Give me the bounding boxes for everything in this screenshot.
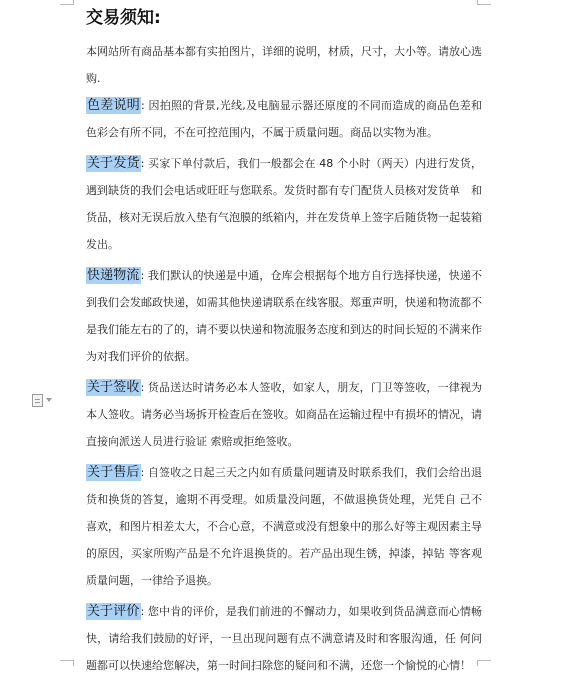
section-logistics: [86, 262, 482, 370]
crop-mark: [477, 0, 478, 5]
crop-mark: [73, 0, 74, 5]
document-icon: [32, 394, 43, 407]
section-heading: 关于评价: [87, 604, 140, 619]
section-after-sales: [86, 459, 482, 594]
chevron-down-icon: [46, 398, 52, 402]
section-text: : 因拍照的背景,光线,及电脑显示器还原度的不同而造成的商品色差和色彩会有所不同，不在可控范围内，不属于质量问题。商品以实物为准。: [86, 99, 482, 139]
document-body[interactable]: [86, 6, 482, 683]
section-heading: 关于签收: [87, 380, 140, 395]
section-text: : 货品送达时请务必本人签收，如家人，朋友，门卫等签收，一律视为本人签收。请务必当场拆开检查后在签收。如商品在运输过程中有损坏的情况，请直接向派送人员进行验证 索赔或拒绝签收。: [86, 381, 482, 448]
section-text: : 买家下单付款后，我们一般都会在 48 个小时（两天）内进行发货，遇到缺货的我们会电话或旺旺与您联系。发货时都有专门配货人员核对发货单 和货品，核对无误后放入垫有气泡膜的纸箱内，并在发货单上签字后随货物一起装箱发出。: [86, 157, 482, 251]
document-options-icon[interactable]: [32, 392, 62, 408]
section-reviews: [86, 598, 482, 679]
section-shipping: [86, 150, 482, 258]
crop-mark: [73, 660, 74, 666]
document-title: 交易须知:: [86, 8, 161, 28]
section-heading: 关于售后: [87, 465, 140, 480]
section-heading: 色差说明: [87, 98, 141, 113]
section-heading: 快递物流: [87, 268, 140, 283]
section-color-difference: [86, 92, 482, 146]
crop-mark: [60, 660, 74, 661]
section-text: : 我们默认的快递是中通，仓库会根据每个地方自行选择快递，快递不到我们会发邮政快递，如需其他快递请联系在线客服。郑重声明，快递和物流都不是我们能左右的了的，请不要以快递和物流服务态度和到达的时间长短的不满来作为对我们评价的依据。: [86, 269, 482, 363]
crop-mark: [60, 4, 74, 5]
intro-paragraph: 本网站所有商品基本都有实拍图片，详细的说明，材质，尺寸，大小等。请放心选购.: [86, 45, 482, 85]
crop-mark: [477, 4, 491, 5]
section-heading: 关于发货: [87, 156, 140, 171]
section-text: : 自签收之日起三天之内如有质量问题请及时联系我们，我们会给出退货和换货的答复，逾期不再受理。如质量没问题，不做退换货处理，光凭自 己不喜欢，和图片相差太大，不合心意，不满意或没有想象中的那么好等主观因素主导的原因，买家所购产品是不允许退换货的。若产品出现生锈，掉漆，掉钻 等客观质量问题，一律给予退换。: [86, 466, 482, 587]
section-signing: [86, 374, 482, 455]
section-text: : 您中肯的评价，是我们前进的不懈动力，如果收到货品满意而心情畅快，请给我们鼓励的好评，一旦出现问题有点不满意请及时和客服沟通，任 何问题都可以快速给您解决，第一时间扫除您的疑问和不满，还您一个愉悦的心情！: [86, 605, 482, 672]
